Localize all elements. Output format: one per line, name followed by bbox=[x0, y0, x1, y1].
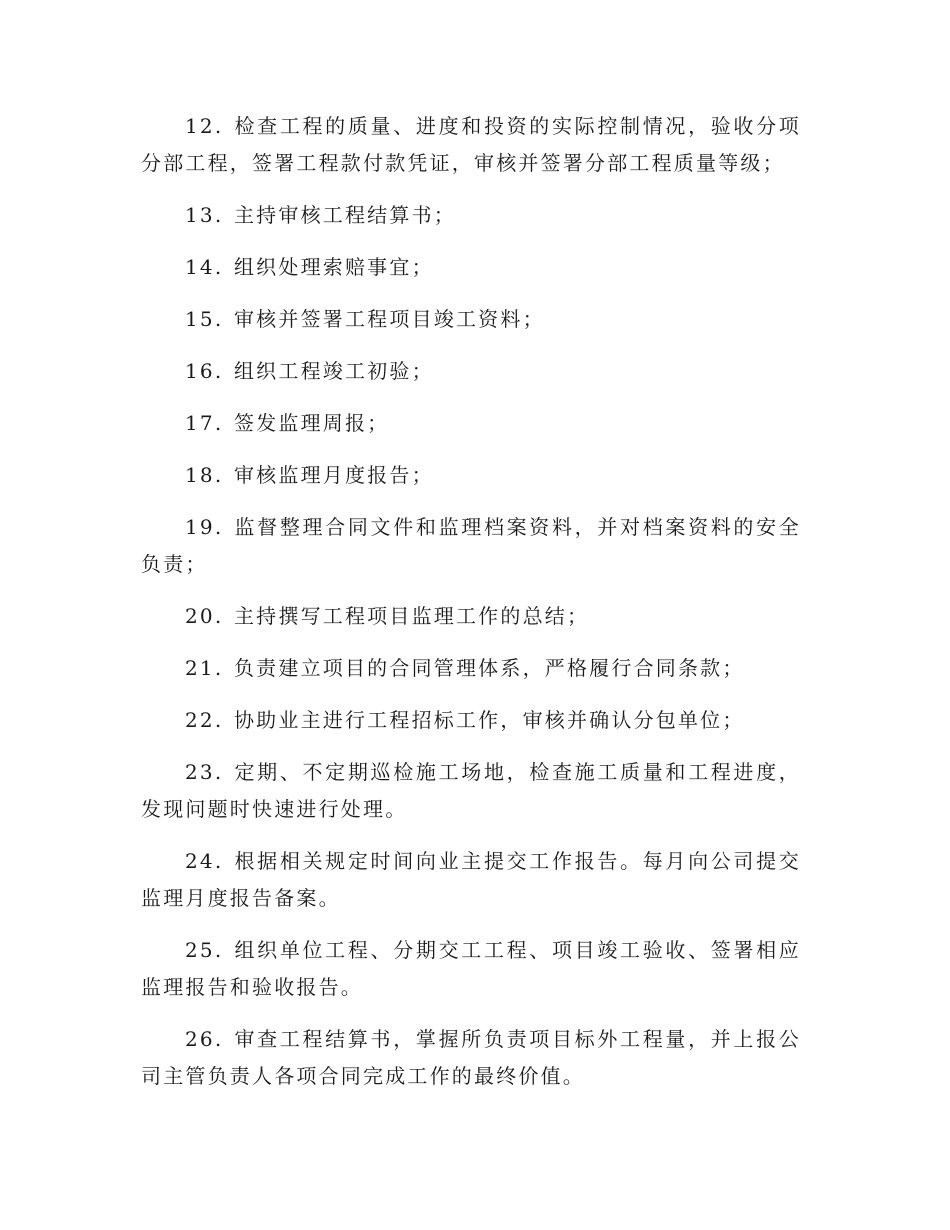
item-text: 审核监理月度报告； bbox=[225, 463, 434, 487]
list-item bbox=[141, 301, 801, 338]
list-item bbox=[141, 197, 801, 234]
item-number: 22. bbox=[185, 708, 224, 732]
item-text: 主持审核工程结算书； bbox=[225, 203, 456, 227]
item-number: 19. bbox=[185, 515, 224, 539]
item-number: 12. bbox=[185, 114, 224, 138]
list-item bbox=[141, 509, 801, 583]
item-number: 20. bbox=[185, 604, 224, 628]
item-number: 16. bbox=[185, 359, 224, 383]
item-text: 协助业主进行工程招标工作，审核并确认分包单位； bbox=[225, 708, 745, 732]
list-item bbox=[141, 457, 801, 494]
item-number: 17. bbox=[185, 411, 224, 435]
list-item bbox=[141, 353, 801, 390]
list-item bbox=[141, 843, 801, 917]
list-item bbox=[141, 108, 801, 182]
list-item bbox=[141, 249, 801, 286]
item-number: 21. bbox=[185, 656, 224, 680]
item-text: 组织工程竣工初验； bbox=[225, 359, 434, 383]
item-number: 15. bbox=[185, 307, 224, 331]
list-item bbox=[141, 405, 801, 442]
list-item bbox=[141, 650, 801, 687]
item-number: 18. bbox=[185, 463, 224, 487]
item-text: 监督整理合同文件和监理档案资料，并对档案资料的安全负责； bbox=[141, 515, 801, 576]
item-text: 审查工程结算书，掌握所负责项目标外工程量，并上报公司主管负责人各项合同完成工作的最终价值。 bbox=[141, 1027, 801, 1088]
item-number: 14. bbox=[185, 255, 224, 279]
item-number: 25. bbox=[185, 938, 224, 962]
list-item bbox=[141, 932, 801, 1006]
item-number: 13. bbox=[185, 203, 224, 227]
item-text: 审核并签署工程项目竣工资料； bbox=[225, 307, 545, 331]
item-number: 26. bbox=[185, 1027, 224, 1051]
item-number: 24. bbox=[185, 849, 224, 873]
item-text: 负责建立项目的合同管理体系，严格履行合同条款； bbox=[225, 656, 745, 680]
item-text: 主持撰写工程项目监理工作的总结； bbox=[225, 604, 590, 628]
item-text: 组织处理索赔事宜； bbox=[225, 255, 434, 279]
item-text: 根据相关规定时间向业主提交工作报告。每月向公司提交监理月度报告备案。 bbox=[141, 849, 801, 910]
item-text: 组织单位工程、分期交工工程、项目竣工验收、签署相应监理报告和验收报告。 bbox=[141, 938, 801, 999]
list-item bbox=[141, 598, 801, 635]
list-item bbox=[141, 702, 801, 739]
item-number: 23. bbox=[185, 760, 224, 784]
list-item bbox=[141, 754, 801, 828]
item-text: 检查工程的质量、进度和投资的实际控制情况，验收分项分部工程，签署工程款付款凭证，审核并签署分部工程质量等级； bbox=[141, 114, 801, 175]
duty-list bbox=[141, 108, 801, 1110]
list-item bbox=[141, 1021, 801, 1095]
item-text: 签发监理周报； bbox=[225, 411, 390, 435]
item-text: 定期、不定期巡检施工场地，检查施工质量和工程进度，发现问题时快速进行处理。 bbox=[141, 760, 801, 821]
